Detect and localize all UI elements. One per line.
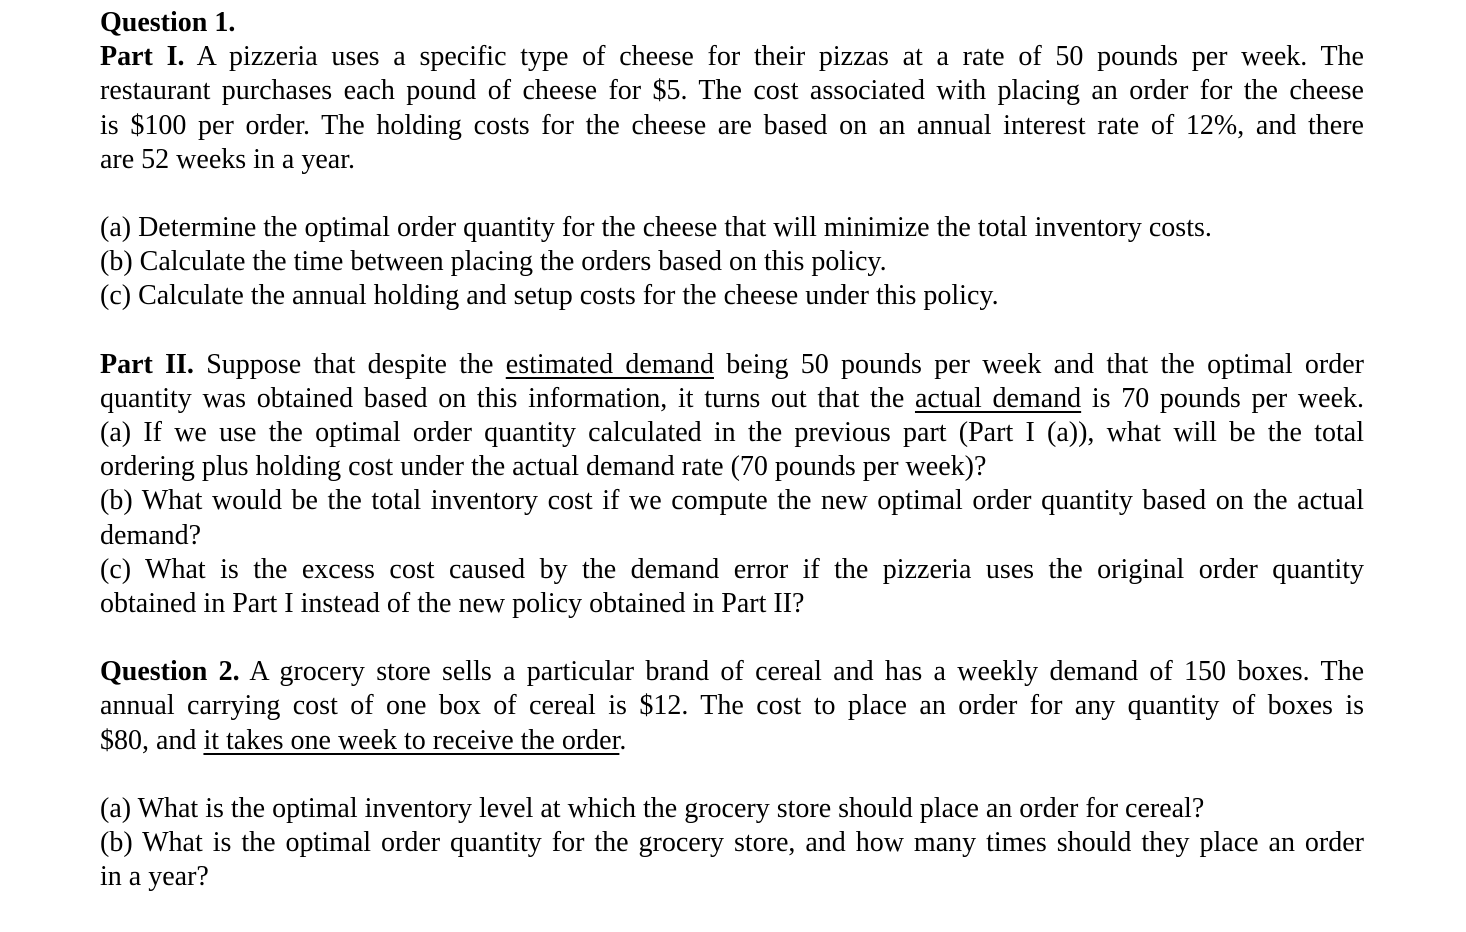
part-1-line-4: are 52 weeks in a year. [100,143,355,175]
question-2-line-3: $80, and it takes one week to receive the order. [100,724,627,756]
question-2-questions [100,792,1364,895]
part-1-paragraph [100,40,1364,177]
question-2-question-b-line-2: in a year? [100,861,209,893]
part-1-label: Part I. [100,41,185,73]
part-2-label: Part II. [100,348,194,380]
question-2-question-b-line-1: (b) What is the optimal order quantity for the grocery store, and how many times should they place an order [100,827,1364,859]
part-2-paragraph [100,348,1364,622]
part-1-line-3: is $100 per order. The holding costs for the cheese are based on an annual interest rate of 12%, and there [100,109,1364,141]
question-2-label: Question 2. [100,656,240,688]
part-2-question-c-line-1: (c) What is the excess cost caused by the demand error if the pizzeria uses the original order quantity [100,553,1364,585]
document-page [100,6,1364,894]
question-2-question-a: (a) What is the optimal inventory level at which the grocery store should place an order for cereal? [100,792,1205,824]
part-1-question-a: (a) Determine the optimal order quantity for the cheese that will minimize the total inventory costs. [100,212,1212,244]
question-2-paragraph [100,655,1364,758]
part-2-question-c-line-2: obtained in Part I instead of the new policy obtained in Part II? [100,588,805,620]
part-1-question-b: (b) Calculate the time between placing the orders based on this policy. [100,246,887,278]
question-2-line-2: annual carrying cost of one box of cereal is $12. The cost to place an order for any quantity of boxes is [100,690,1364,722]
part-2-question-a-line-2: ordering plus holding cost under the actual demand rate (70 pounds per week)? [100,451,987,483]
part-1-line-1: Part I. A pizzeria uses a specific type of cheese for their pizzas at a rate of 50 pounds per week. The [100,41,1364,73]
part-2-question-a-line-1: (a) If we use the optimal order quantity calculated in the previous part (Part I (a)), what will be the total [100,417,1364,449]
actual-demand-underlined: actual demand [914,382,1082,414]
question-1-heading: Question 1. [100,7,236,38]
part-2-line-2: quantity was obtained based on this information, it turns out that the actual demand is 70 pounds per week. [100,382,1365,414]
question-2-line-1: Question 2. A grocery store sells a particular brand of cereal and has a weekly demand of 150 boxes. The [100,656,1364,688]
part-1-line-2: restaurant purchases each pound of cheese for $5. The cost associated with placing an order for the cheese [100,75,1364,107]
part-2-question-b-line-1: (b) What would be the total inventory cost if we compute the new optimal order quantity based on the actual [100,485,1364,517]
lead-time-underlined: it takes one week to receive the order [203,724,620,756]
part-2-question-b-line-2: demand? [100,519,202,551]
estimated-demand-underlined: estimated demand [505,348,714,380]
part-1-questions [100,211,1364,314]
part-1-question-c: (c) Calculate the annual holding and setup costs for the cheese under this policy. [100,280,999,312]
part-2-line-1: Part II. Suppose that despite the estimated demand being 50 pounds per week and that the optimal order [100,348,1364,380]
